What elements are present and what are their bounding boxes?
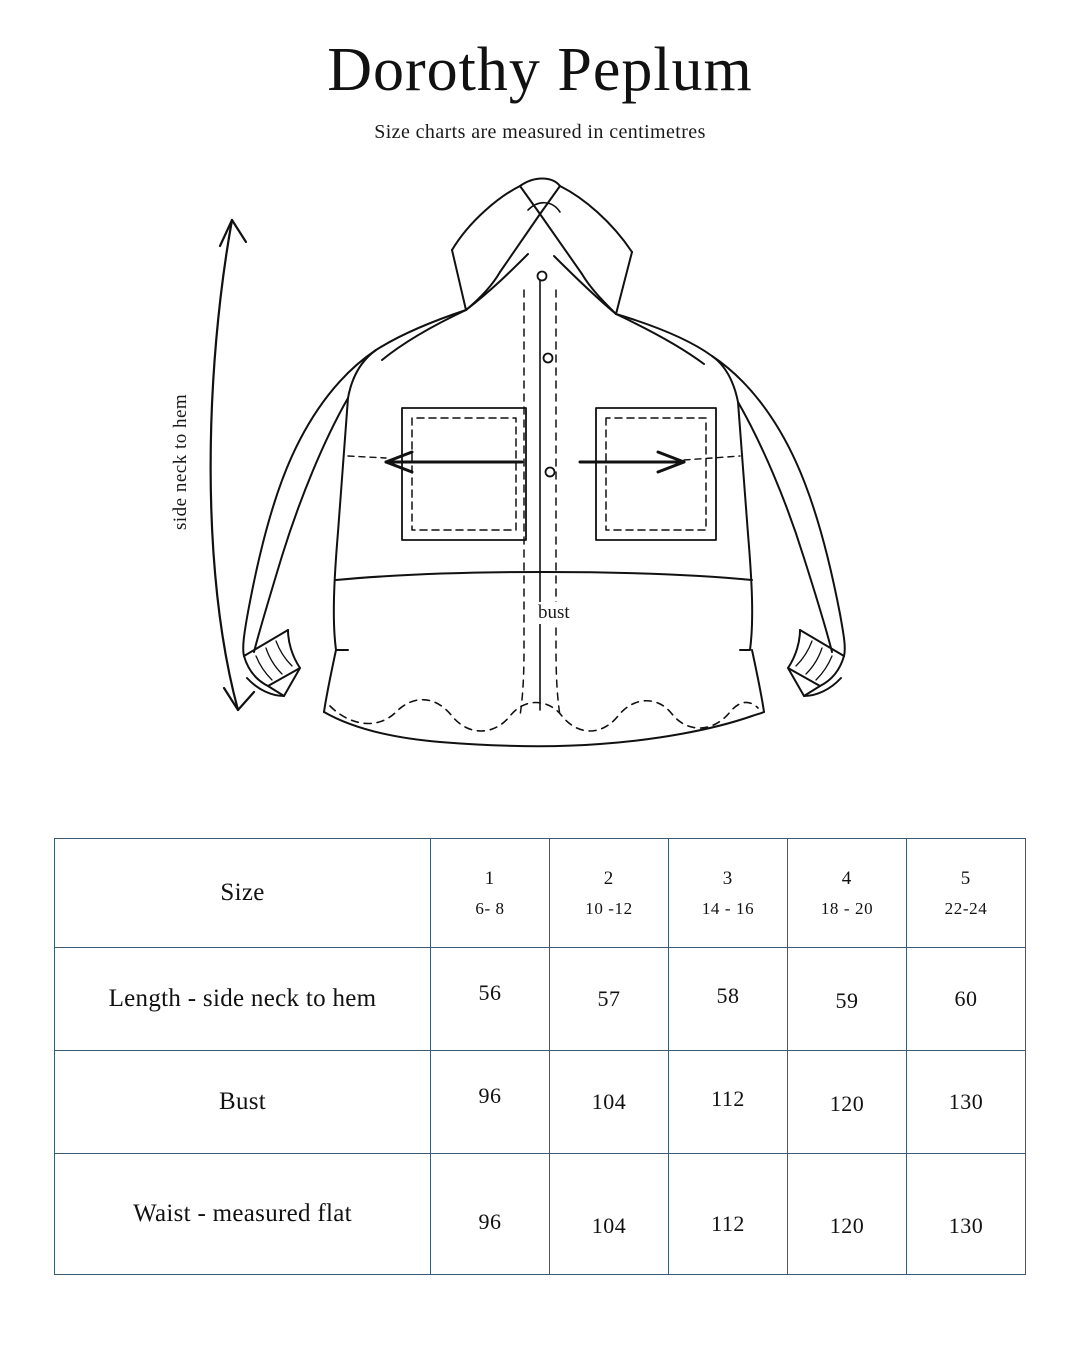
header-size-cell-5 [907, 839, 1026, 948]
size-number: 2 [603, 867, 615, 889]
row-value: 96 [431, 1051, 550, 1154]
row-value: 112 [669, 1051, 788, 1154]
size-range: 10 -12 [585, 898, 633, 918]
row-value: 104 [550, 1154, 669, 1275]
size-number: 4 [841, 867, 853, 889]
row-value: 59 [788, 948, 907, 1051]
table-row [55, 948, 1026, 1051]
row-value: 60 [907, 948, 1026, 1051]
row-value: 130 [907, 1051, 1026, 1154]
header-size-cell-2 [550, 839, 669, 948]
row-value: 57 [550, 948, 669, 1051]
table-row [55, 1154, 1026, 1275]
garment-illustration [0, 150, 1080, 780]
size-number: 3 [722, 867, 734, 889]
header-label-cell: Size [55, 839, 431, 948]
document-header [0, 0, 1080, 144]
header-size-cell-1 [431, 839, 550, 948]
row-label: Bust [55, 1051, 431, 1154]
row-value: 58 [669, 948, 788, 1051]
annotation-bust: bust [534, 602, 574, 624]
peplum-shirt-svg [0, 150, 1080, 780]
row-label: Length - side neck to hem [55, 948, 431, 1051]
size-number: 5 [960, 867, 972, 889]
row-value: 130 [907, 1154, 1026, 1275]
row-value: 56 [431, 948, 550, 1051]
size-range: 18 - 20 [820, 898, 874, 918]
row-label: Waist - measured flat [55, 1154, 431, 1275]
row-value: 96 [431, 1154, 550, 1275]
size-range: 22-24 [944, 898, 988, 918]
page-subtitle: Size charts are measured in centimetres [374, 121, 706, 144]
header-size-cell-3 [669, 839, 788, 948]
size-number: 1 [484, 867, 496, 889]
table-row [55, 1051, 1026, 1154]
row-value: 112 [669, 1154, 788, 1275]
annotation-side-neck-to-hem: side neck to hem [170, 393, 191, 531]
row-value: 120 [788, 1154, 907, 1275]
size-range: 6- 8 [475, 898, 505, 918]
size-chart-table [54, 838, 1026, 1275]
size-range: 14 - 16 [701, 898, 755, 918]
table-header-row [55, 839, 1026, 948]
size-chart-table-wrap [54, 838, 1026, 1275]
header-size-cell-4 [788, 839, 907, 948]
row-value: 104 [550, 1051, 669, 1154]
page-title: Dorothy Peplum [327, 36, 753, 104]
row-value: 120 [788, 1051, 907, 1154]
